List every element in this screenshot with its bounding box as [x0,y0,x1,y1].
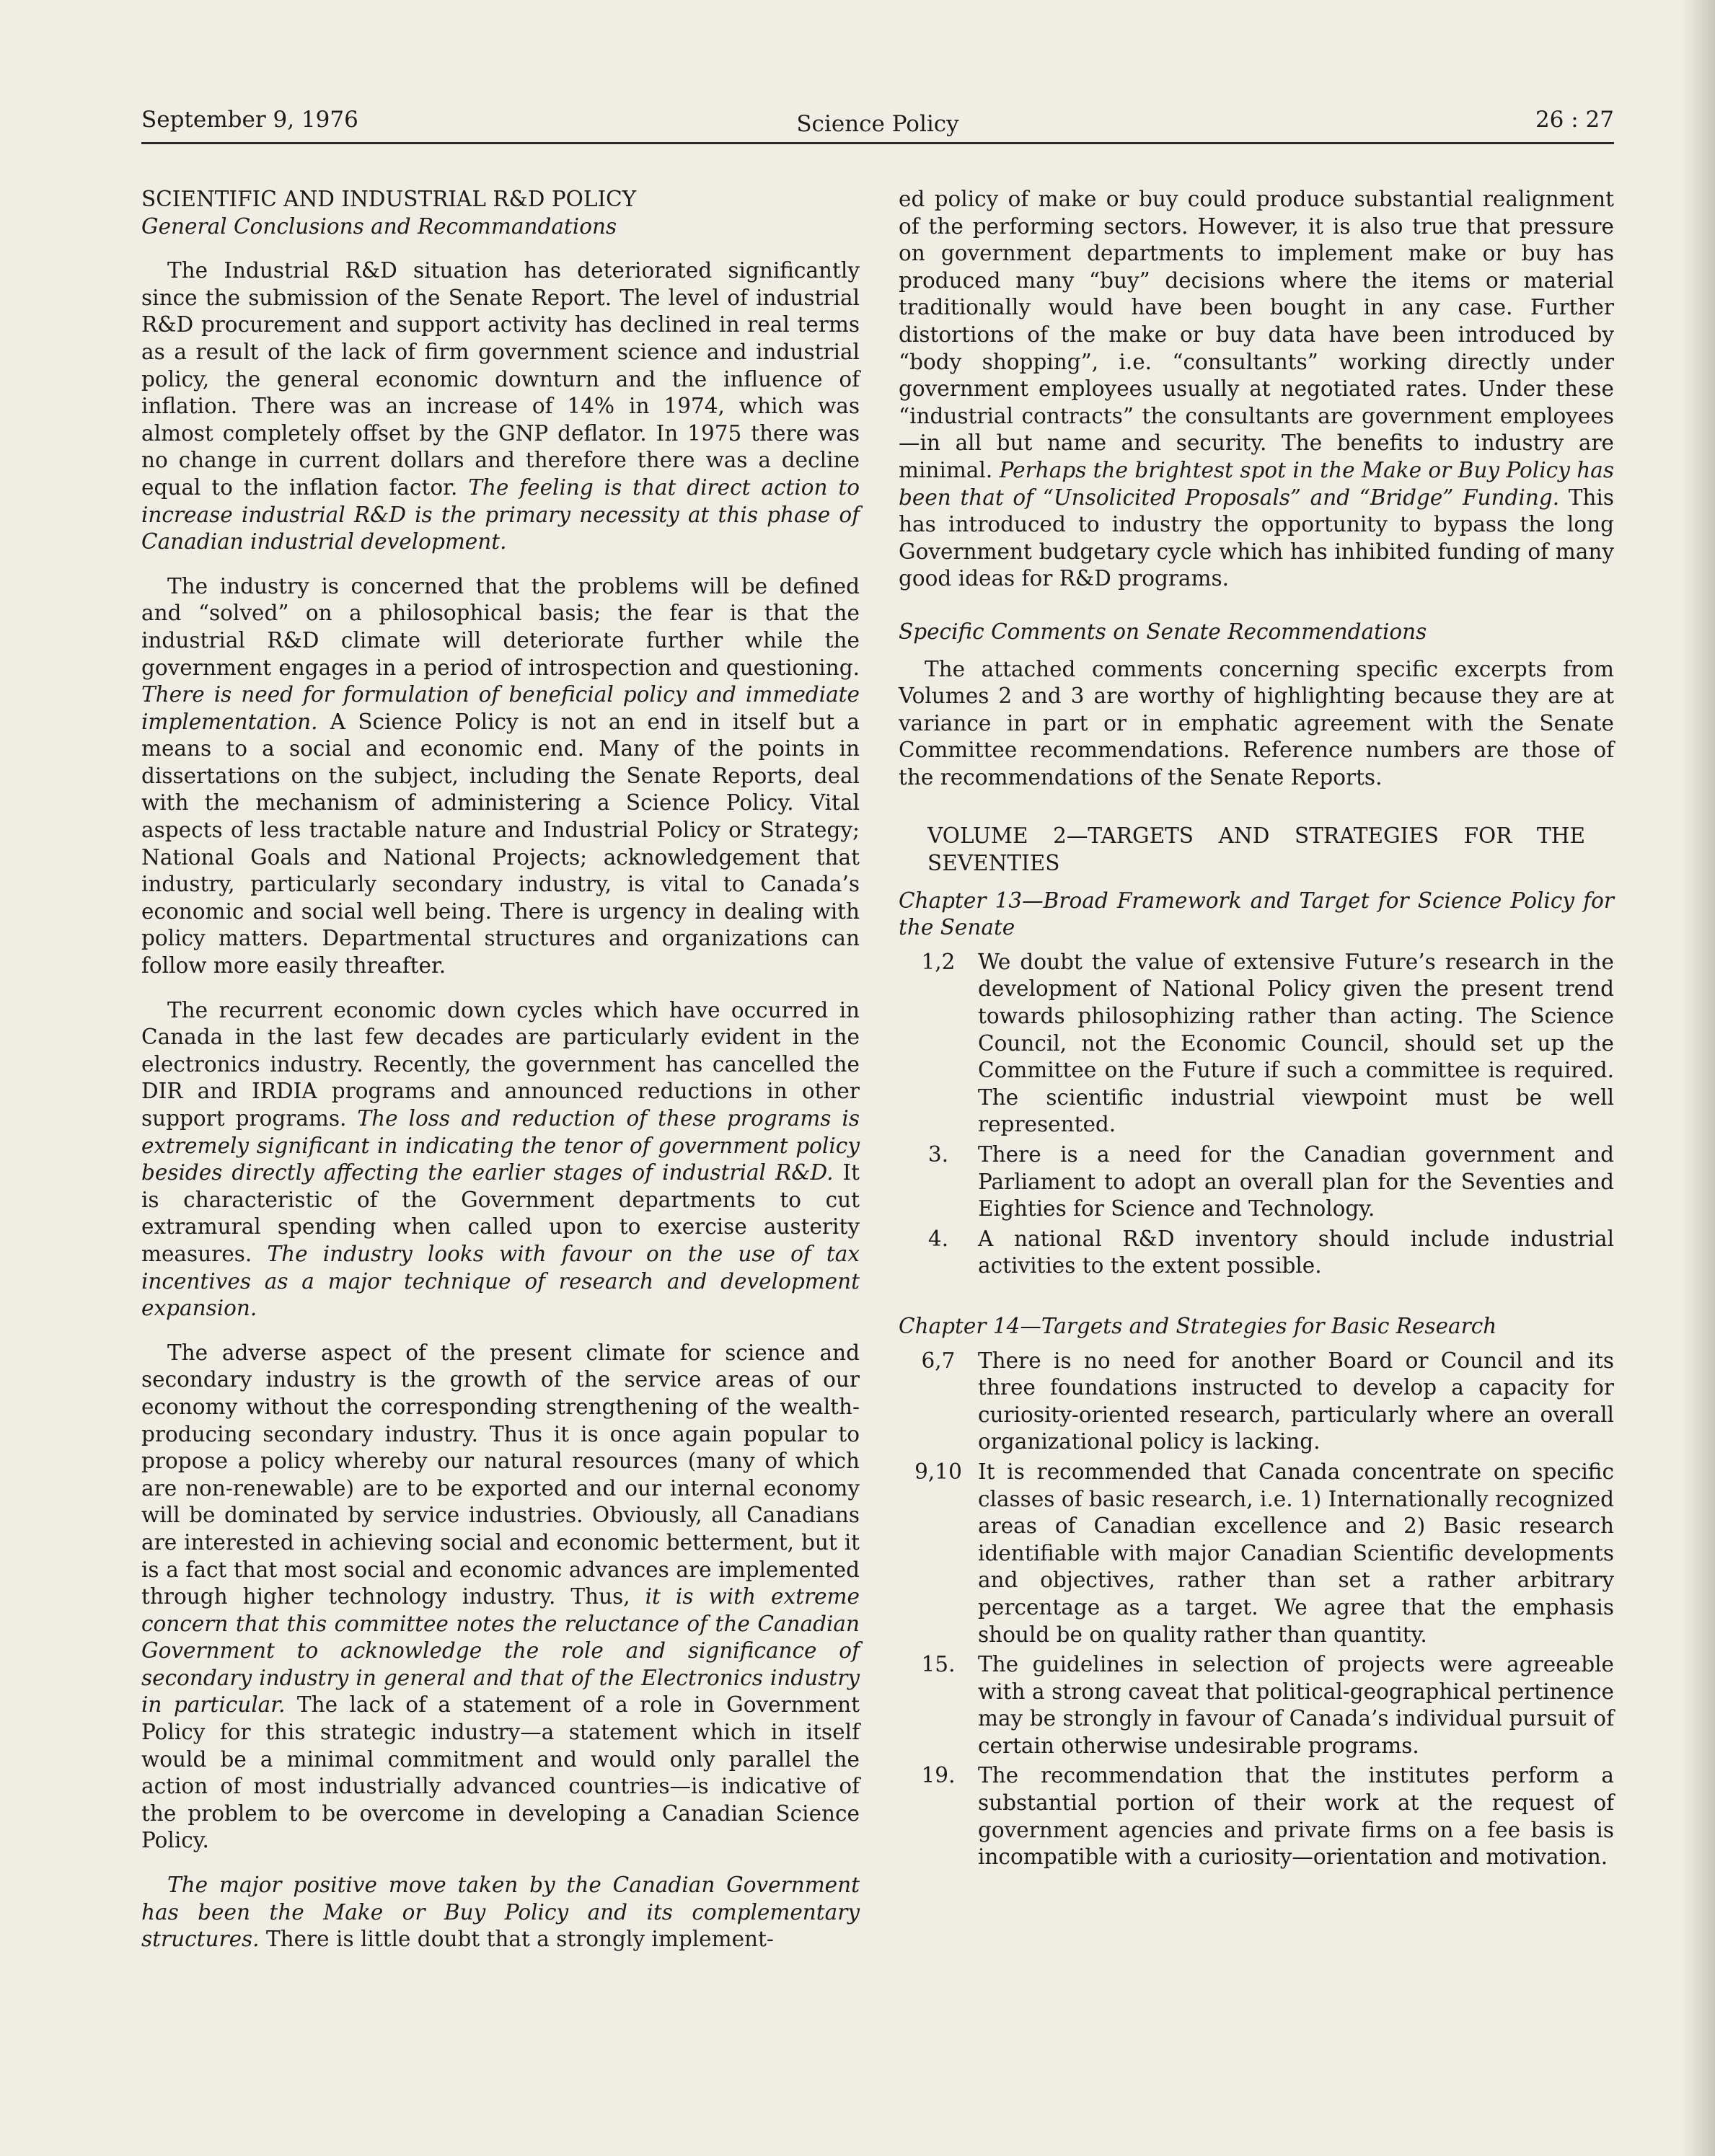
header-title: Science Policy [796,111,959,137]
chapter-14-list [899,1348,1614,1871]
paragraph: The attached comments concerning specific excerpts from Volumes 2 and 3 are worthy of highlighting because they are at variance in part or in emphatic agreement with the Senate Committee recommendations. Reference numbers are those of the recommendations of the Senate Reports. [899,656,1614,790]
header-page-number: 26 : 27 [1535,107,1614,133]
recommendation-item [899,1141,1614,1223]
recommendation-item [899,1348,1614,1456]
recommendation-number: 3. [927,1142,949,1167]
recommendation-text: There is no need for another Board or Council and its three foundations instructed to develop a capacity for curiosity-oriented research, particularly where an overall organizational policy is lacking. [978,1348,1614,1454]
paragraph: The Industrial R&D situation has deteriorated significantly since the submission of the Senate Report. The level of industrial R&D procurement and support activity has declined in real terms as a result of the lack of firm government science and industrial policy, the general economic downturn and the influence of inflation. There was an increase of 14% in 1974, which was almost completely offset by the GNP deflator. In 1975 there was no change in current dollars and therefore there was a decline equal to the inflation factor. The feeling is that direct action to increase industrial R&D is the primary necessity at this phase of Canadian industrial development. [141,258,860,555]
recommendation-text: The guidelines in selection of projects were agreeable with a strong caveat that political-geographical pertinence may be strongly in favour of Canada’s individual pursuit of certain otherwise undesirable programs. [978,1652,1614,1758]
recommendation-number: 9,10 [914,1459,962,1484]
recommendation-item [899,1762,1614,1870]
paragraph: The adverse aspect of the present climate for science and secondary industry is the growth of the service areas of our economy without the corresponding strengthening of the wealth-producing secondary industry. Thus it is once again popular to propose a policy whereby our natural resources (many of which are non-renewable) are to be exported and our internal economy will be dominated by service industries. Obviously, all Canadians are interested in achieving social and economic betterment, but it is a fact that most social and economic advances are implemented through higher technology industry. Thus, it is with extreme concern that this committee notes the reluctance of the Canadian Government to acknowledge the role and significance of secondary industry in general and that of the Electronics industry in particular. The lack of a statement of a role in Government Policy for this strategic industry—a statement which in itself would be a minimal commitment and would only parallel the action of most industrially advanced countries—is indicative of the problem to be overcome in developing a Canadian Science Policy. [141,1340,860,1853]
recommendation-item [899,1651,1614,1759]
paragraph: The industry is concerned that the problems will be defined and “solved” on a philosophical basis; the fear is that the industrial R&D climate will deteriorate further while the government engages in a period of introspection and questioning. There is need for formulation of beneficial policy and immediate implementation. A Science Policy is not an end in itself but a means to a social and economic end. Many of the points in dissertations on the subject, including the Senate Reports, deal with the mechanism of administering a Science Policy. Vital aspects of less tractable nature and Industrial Policy or Strategy; National Goals and National Projects; acknowledgement that industry, particularly secondary industry, is vital to Canada’s economic and social well being. There is urgency in dealing with policy matters. Departmental structures and organizations can follow more easily threafter. [141,573,860,978]
recommendation-item [899,1226,1614,1280]
section-subheading: General Conclusions and Recommandations [141,213,617,239]
recommendation-text: There is a need for the Canadian government and Parliament to adopt an overall plan for the Seventies and Eighties for Science and Technology. [978,1142,1614,1221]
recommendation-number: 4. [927,1226,949,1251]
recommendation-text: It is recommended that Canada concentrate on specific classes of basic research, i.e. 1) Internationally recognized areas of Canadian excellence and 2) Basic research identifiable with major Canadian Scientific developments and objectives, rather than set a rather arbitrary percentage as a target. We agree that the emphasis should be on quality rather than quantity. [978,1459,1614,1647]
paragraph: ed policy of make or buy could produce substantial realignment of the performing sectors. However, it is also true that pressure on government departments to implement make or buy has produced many “buy” decisions where the items or material traditionally would have been bought in any case. Further distortions of the make or buy data have been introduced by “body shopping”, i.e. “consultants” working directly under government employees usually at negotiated rates. Under these “industrial contracts” the consultants are government employees—in all but name and security. The benefits to industry are minimal. Perhaps the brightest spot in the Make or Buy Policy has been that of “Unsolicited Proposals” and “Bridge” Funding. This has introduced to industry the opportunity to bypass the long Government budgetary cycle which has inhibited funding of many good ideas for R&D programs. [899,187,1614,591]
recommendation-number: 15. [921,1652,956,1677]
running-header [141,107,1614,143]
recommendation-item [899,949,1614,1139]
chapter-14-heading: Chapter 14—Targets and Strategies for Basic Research [899,1313,1497,1338]
recommendation-text: A national R&D inventory should include industrial activities to the extent possible. [978,1226,1614,1278]
volume-heading: VOLUME 2—TARGETS AND STRATEGIES FOR THE SEVENTIES [927,823,1585,876]
recommendation-number: 6,7 [921,1348,956,1373]
chapter-13-heading: Chapter 13—Broad Framework and Target for Science Policy for the Senate [899,888,1614,940]
recommendation-number: 19. [921,1763,956,1788]
right-column [899,186,1614,1871]
recommendation-text: The recommendation that the institutes perform a substantial portion of their work at the request of government agencies and private firms on a fee basis is incompatible with a curiosity—orientation and motivation. [978,1763,1614,1870]
header-date: September 9, 1976 [141,107,358,133]
recommendation-item [899,1459,1614,1648]
chapter-13-list [899,949,1614,1280]
recommendation-text: We doubt the value of extensive Future’s research in the development of National Policy given the present trend towards philosophizing rather than acting. The Science Council, not the Economic Council, should set up the Committee on the Future if such a committee is required. The scientific industrial viewpoint must be well represented. [978,949,1614,1137]
subsection-heading: Specific Comments on Senate Recommendations [899,619,1427,644]
page-edge-shadow [1682,0,1715,2156]
paragraph: The major positive move taken by the Canadian Government has been the Make or Buy Policy and its complementary structures. There is little doubt that a strongly implement- [141,1873,860,1952]
left-column [141,186,860,1953]
recommendation-number: 1,2 [921,949,956,974]
header-rule [141,142,1614,144]
paragraph: The recurrent economic down cycles which have occurred in Canada in the last few decades are particularly evident in the electronics industry. Recently, the government has cancelled the DIR and IRDIA programs and announced reductions in other support programs. The loss and reduction of these programs is extremely significant in indicating the tenor of government policy besides directly affecting the earlier stages of industrial R&D. It is characteristic of the Government departments to cut extramural spending when called upon to exercise austerity measures. The industry looks with favour on the use of tax incentives as a major technique of research and development expansion. [141,997,860,1321]
section-heading: SCIENTIFIC AND INDUSTRIAL R&D POLICY [141,187,637,211]
